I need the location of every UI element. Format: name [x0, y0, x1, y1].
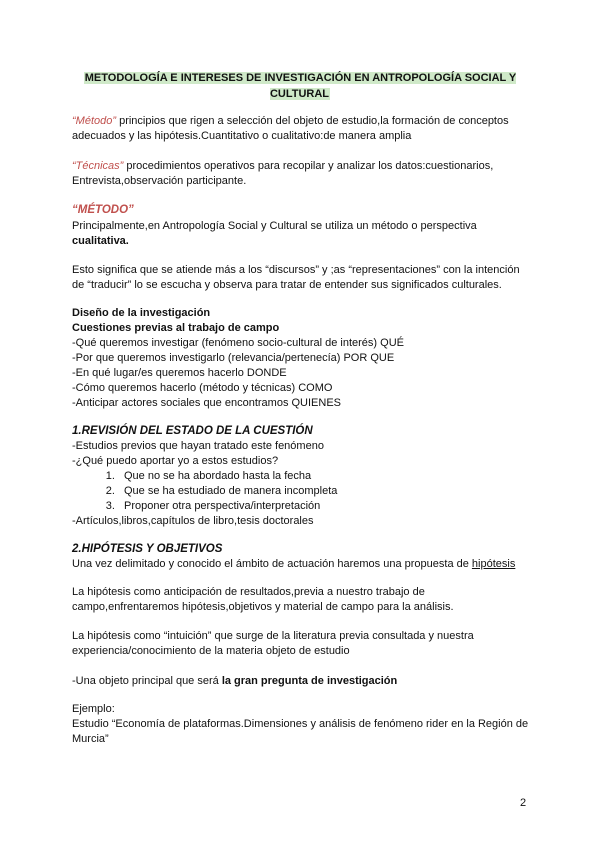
revision-line-3: -Artículos,libros,capítulos de libro,tesis doctorales	[72, 515, 314, 527]
metodo-paragraph-2: Esto significa que se atiende más a los “discursos” y ;as “representaciones” con la intención de “traducir” lo se escucha y observa para tratar de entender sus significados culturales.	[72, 264, 520, 291]
diseno-list	[72, 336, 530, 411]
metodo-section-heading	[72, 203, 530, 218]
diseno-heading: Diseño de la investigación	[72, 307, 211, 319]
tecnicas-label: “Técnicas”	[72, 160, 124, 172]
list-item: -En qué lugar/es queremos hacerlo DONDE	[72, 367, 287, 379]
revision-content	[72, 439, 530, 529]
page-title	[74, 70, 526, 102]
cuestiones-heading: Cuestiones previas al trabajo de campo	[72, 322, 280, 334]
revision-heading: 1.REVISIÓN DEL ESTADO DE LA CUESTIÓN	[72, 425, 313, 437]
metodo-definition	[72, 114, 530, 144]
hipotesis-heading-row	[72, 542, 530, 557]
list-item: -Por que queremos investigarlo (relevancia/pertenecía) POR QUE	[72, 352, 395, 364]
page-number: 2	[520, 797, 527, 809]
metodo-p1-text: Principalmente,en Antropología Social y Cultural se utiliza un método o perspectiva	[72, 220, 477, 232]
ejemplo-text: Estudio “Economía de plataformas.Dimensiones y análisis de fenómeno rider en la Región de Murcia”	[72, 718, 529, 745]
list-item: -Anticipar actores sociales que encontramos QUIENES	[72, 397, 342, 409]
title-highlight: METODOLOGÍA E INTERESES DE INVESTIGACIÓN EN ANTROPOLOGÍA SOCIAL Y CULTURAL	[84, 72, 517, 100]
hipotesis-p1-text: Una vez delimitado y conocido el ámbito de actuación haremos una propuesta de	[72, 558, 472, 570]
metodo-text: principios que rigen a selección del objeto de estudio,la formación de conceptos adecuados y las hipótesis.Cuantitativo o cualitativo:de manera amplia	[72, 115, 509, 142]
list-item: 3. Proponer otra perspectiva/interpretación	[118, 499, 530, 514]
hipotesis-paragraph-1	[72, 557, 530, 572]
hipotesis-paragraph-4	[72, 674, 530, 689]
hipotesis-paragraph-3: La hipótesis como “intuición” que surge de la literatura previa consultada y nuestra experiencia/conocimiento de la materia objeto de estudio	[72, 630, 474, 657]
revision-heading-row	[72, 424, 530, 439]
hipotesis-paragraph-2: La hipótesis como anticipación de resultados,previa a nuestro trabajo de campo,enfrentaremos hipótesis,objetivos y material de campo para la análisis.	[72, 586, 454, 613]
revision-line-2: -¿Qué puedo aportar yo a estos estudios?	[72, 455, 279, 467]
ejemplo-label: Ejemplo:	[72, 703, 115, 715]
hipotesis-link[interactable]: hipótesis	[471, 558, 516, 570]
tecnicas-text: procedimientos operativos para recopilar y analizar los datos:cuestionarios, Entrevista,observación participante.	[72, 160, 494, 187]
tecnicas-definition	[72, 159, 530, 189]
list-item: -Qué queremos investigar (fenómeno socio-cultural de interés) QUÉ	[72, 337, 404, 349]
hipotesis-p4-bold: la gran pregunta de investigación	[221, 675, 398, 687]
revision-numbered-list	[72, 469, 530, 514]
list-item: -Cómo queremos hacerlo (método y técnicas) COMO	[72, 382, 333, 394]
metodo-paragraph-1	[72, 219, 530, 249]
revision-line-1: -Estudios previos que hayan tratado este fenómeno	[72, 440, 324, 452]
metodo-heading: “MÉTODO”	[72, 204, 134, 216]
metodo-p1-bold: cualitativa.	[72, 235, 129, 247]
hipotesis-heading: 2.HIPÓTESIS Y OBJETIVOS	[72, 543, 223, 555]
list-item: 2. Que se ha estudiado de manera incompleta	[118, 484, 530, 499]
list-item: 1. Que no se ha abordado hasta la fecha	[118, 469, 530, 484]
metodo-label: “Método”	[72, 115, 117, 127]
hipotesis-p4-text: -Una objeto principal que será	[72, 675, 222, 687]
